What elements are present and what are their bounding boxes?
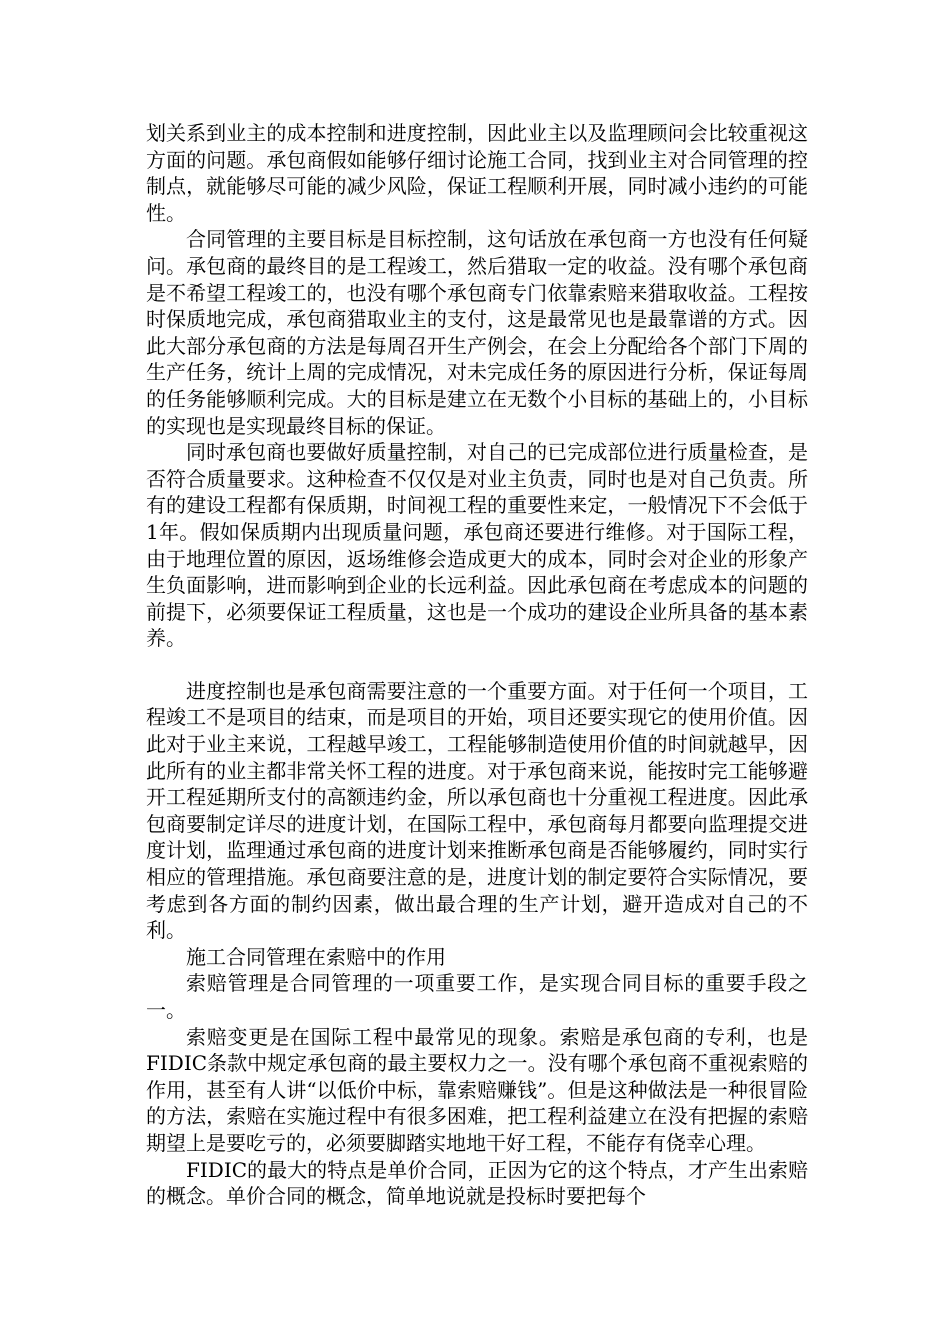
paragraph-quality-control: 同时承包商也要做好质量控制，对自己的已完成部位进行质量检查，是否符合质量要求。这种检查不仅仅是对业主负责，同时也是对自己负责。所有的建设工程都有保质期，时间视工程的重要性来定，一般情况下不会低于1年。假如保质期内出现质量问题，承包商还要进行维修。对于国际工程，由于地理位置的原因，返场维修会造成更大的成本，同时会对企业的形象产生负面影响，进而影响到企业的长远利益。因此承包商在考虑成本的问题的前提下，必须要保证工程质量，这也是一个成功的建设企业所具备的基本素养。 <box>146 440 808 651</box>
paragraph-claims-variation: 索赔变更是在国际工程中最常见的现象。索赔是承包商的专利，也是FIDIC条款中规定承包商的最主要权力之一。没有哪个承包商不重视索赔的作用，甚至有人讲“以低价中标，靠索赔赚钱”。但是这种做法是一种很冒险的方法，索赔在实施过程中有很多困难，把工程利益建立在没有把握的索赔期望上是要吃亏的，必须要脚踏实地地干好工程，不能存有侥幸心理。 <box>146 1024 808 1155</box>
paragraph-schedule-control: 进度控制也是承包商需要注意的一个重要方面。对于任何一个项目，工程竣工不是项目的结束，而是项目的开始，项目还要实现它的使用价值。因此对于业主来说，工程越早竣工，工程能够制造使用价值的时间就越早，因此所有的业主都非常关怀工程的进度。对于承包商来说，能按时完工能够避开工程延期所支付的高额违约金，所以承包商也十分重视工程进度。因此承包商要制定详尽的进度计划，在国际工程中，承包商每月都要向监理提交进度计划，监理通过承包商的进度计划来推断承包商是否能够履约，同时实行相应的管理措施。承包商要注意的是，进度计划的制定要符合实际情况，要考虑到各方面的制约因素，做出最合理的生产计划，避开造成对自己的不利。 <box>146 678 808 943</box>
section-heading-claims: 施工合同管理在索赔中的作用 <box>186 944 446 969</box>
paragraph-cost-schedule-control: 划关系到业主的成本控制和进度控制，因此业主以及监理顾问会比较重视这方面的问题。承包商假如能够仔细讨论施工合同，找到业主对合同管理的控制点，就能够尽可能的减少风险，保证工程顺利开展，同时减小违约的可能性。 <box>146 121 808 225</box>
paragraph-fidic-unit-price: FIDIC的最大的特点是单价合同，正因为它的这个特点，才产生出索赔的概念。单价合同的概念，简单地说就是投标时要把每个 <box>146 1157 808 1209</box>
paragraph-claims-management: 索赔管理是合同管理的一项重要工作，是实现合同目标的重要手段之一。 <box>146 971 808 1022</box>
document-body <box>146 120 808 1210</box>
paragraph-target-control: 合同管理的主要目标是目标控制，这句话放在承包商一方也没有任何疑问。承包商的最终目的是工程竣工，然后猎取一定的收益。没有哪个承包商是不希望工程竣工的，也没有哪个承包商专门依靠索赔来猎取收益。工程按时保质地完成，承包商猎取业主的支付，这是最常见也是最靠谱的方式。因此大部分承包商的方法是每周召开生产例会，在会上分配给各个部门下周的生产任务，统计上周的完成情况，对未完成任务的原因进行分析，保证每周的任务能够顺利完成。大的目标是建立在无数个小目标的基础上的，小目标的实现也是实现最终目标的保证。 <box>146 227 808 438</box>
